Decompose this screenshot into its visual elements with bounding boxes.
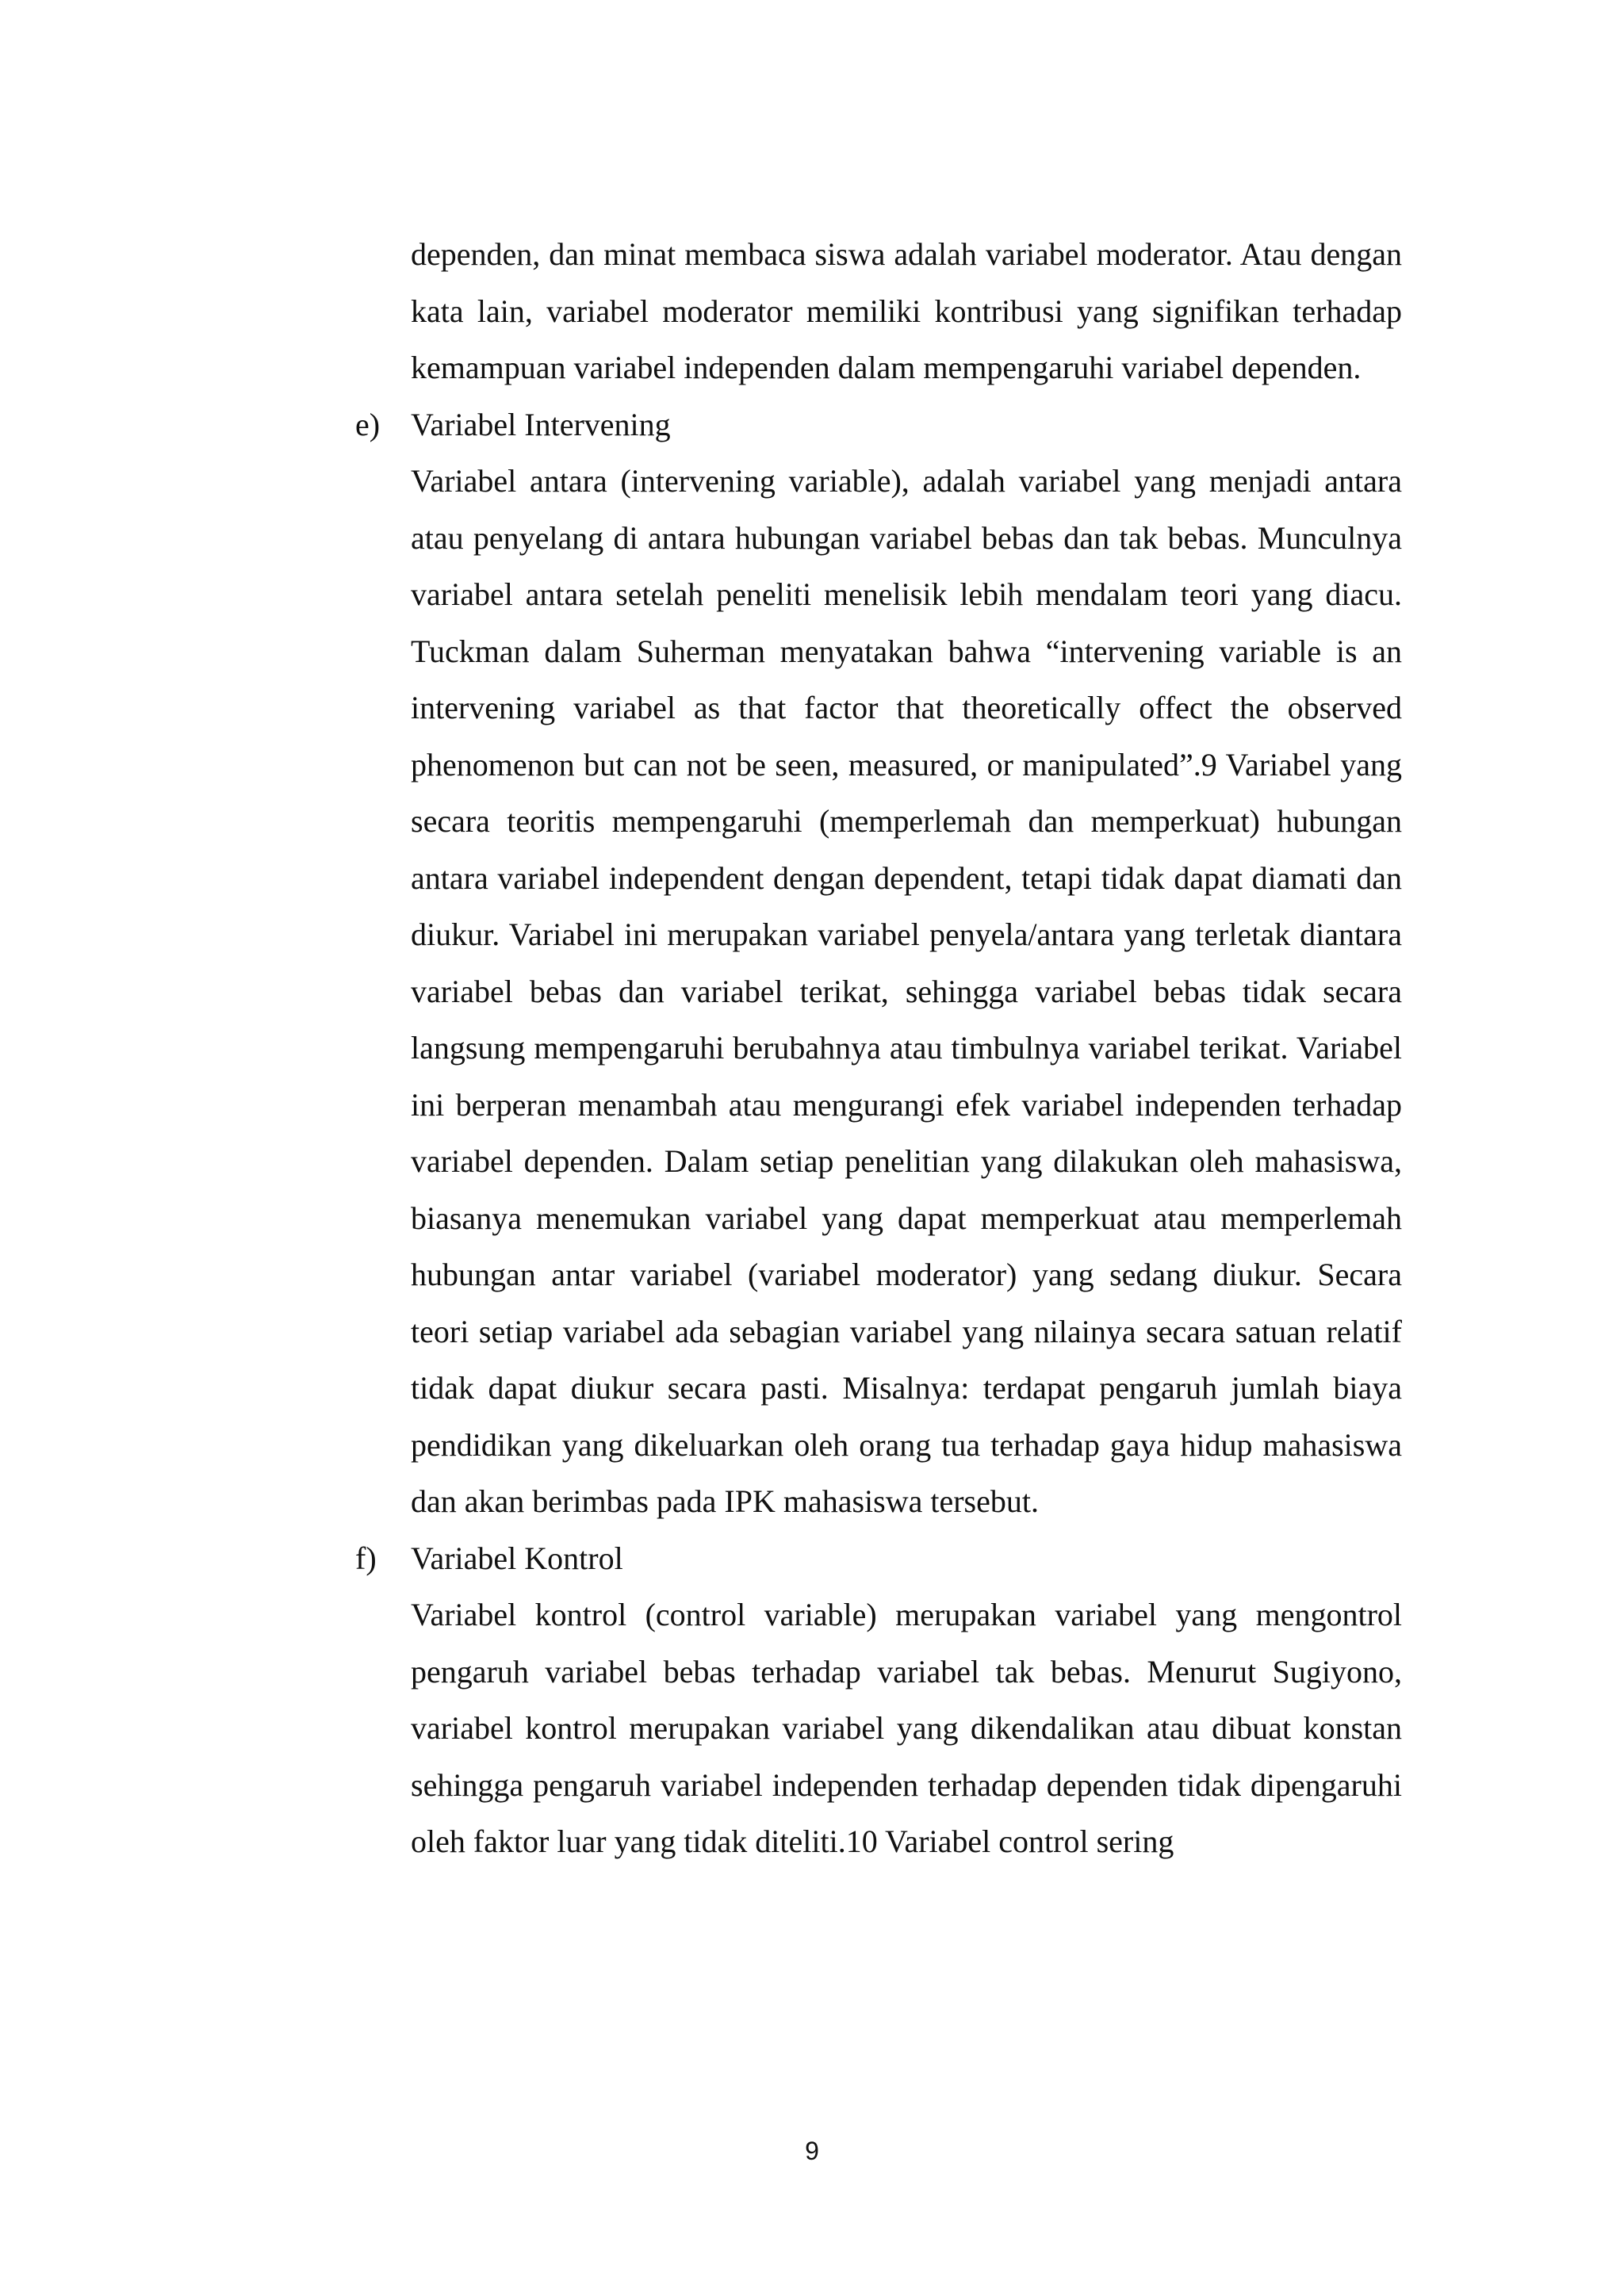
section-title: Variabel Intervening [411,406,671,442]
section-heading-intervening [355,396,1402,453]
page-body [355,226,1402,1870]
page-number: 9 [805,2137,819,2165]
section-heading-kontrol [355,1530,1402,1587]
section-marker: f) [355,1540,377,1576]
continuation-paragraph: dependen, dan minat membaca siswa adalah variabel moderator. Atau dengan kata lain, variabel moderator memiliki kontribusi yang signifikan terhadap kemampuan variabel independen dalam mempengaruhi variabel dependen. [411,236,1402,385]
section-marker: e) [355,406,381,442]
intervening-paragraph: Variabel antara (intervening variable), adalah variabel yang menjadi antara atau penyelang di antara hubungan variabel bebas dan tak bebas. Munculnya variabel antara setelah peneliti menelisik lebih mendalam teori yang diacu. Tuckman dalam Suherman menyatakan bahwa “intervening variable is an intervening variabel as that factor that theoretically offect the observed phenomenon but can not be seen, measured, or manipulated”.9 Variabel yang secara teoritis mempengaruhi (memperlemah dan memperkuat) hubungan antara variabel independent dengan dependent, tetapi tidak dapat diamati dan diukur. Variabel ini merupakan variabel penyela/antara yang terletak diantara variabel bebas dan variabel terikat, sehingga variabel bebas tidak secara langsung mempengaruhi berubahnya atau timbulnya variabel terikat. Variabel ini berperan menambah atau mengurangi efek variabel independen terhadap variabel dependen. Dalam setiap penelitian yang dilakukan oleh mahasiswa, biasanya menemukan variabel yang dapat memperkuat atau memperlemah hubungan antar variabel (variabel moderator) yang sedang diukur. Secara teori setiap variabel ada sebagian variabel yang nilainya secara satuan relatif tidak dapat diukur secara pasti. Misalnya: terdapat pengaruh jumlah biaya pendidikan yang dikeluarkan oleh orang tua terhadap gaya hidup mahasiswa dan akan berimbas pada IPK mahasiswa tersebut. [411,463,1402,1519]
kontrol-paragraph: Variabel kontrol (control variable) merupakan variabel yang mengontrol pengaruh variabel bebas terhadap variabel tak bebas. Menurut Sugiyono, variabel kontrol merupakan variabel yang dikendalikan atau dibuat konstan sehingga pengaruh variabel independen terhadap dependen tidak dipengaruhi oleh faktor luar yang tidak diteliti.10 Variabel control sering [411,1597,1402,1859]
section-title: Variabel Kontrol [411,1540,623,1576]
